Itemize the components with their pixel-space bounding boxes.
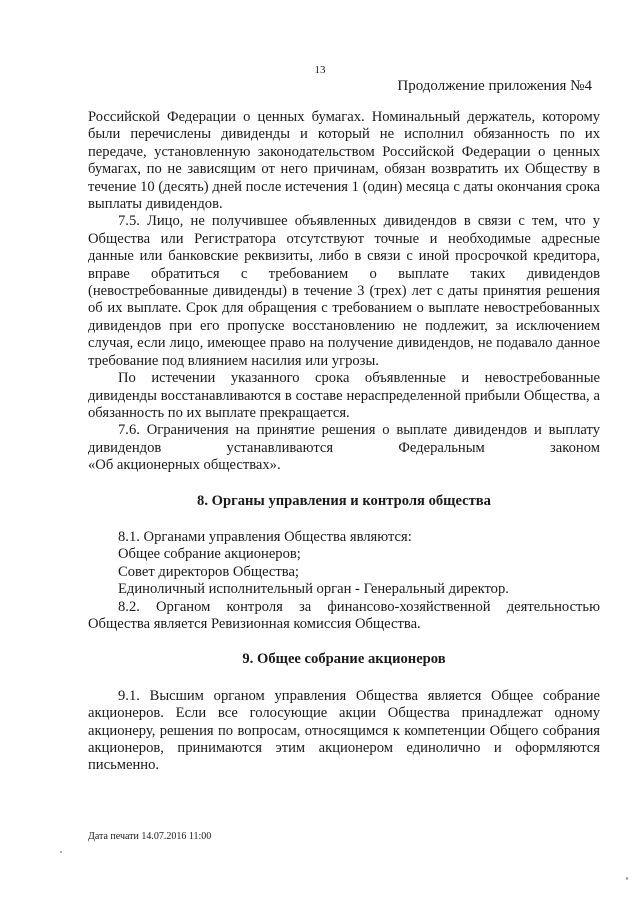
clause-8-1: 8.1. Органами управления Общества являются: <box>118 528 412 545</box>
page-number: 13 <box>314 64 326 76</box>
clause-7-6: 7.6. Ограничения на принятие решения о выплате дивидендов и выплату дивидендов устанавливаются Федеральным законом <box>88 422 600 456</box>
spacer <box>88 475 600 493</box>
clause-8-2: 8.2. Органом контроля за финансово-хозяйственной деятельностью Общества является Ревизионная комиссия Общества. <box>88 598 600 632</box>
spacer <box>88 669 600 688</box>
scan-speck <box>626 877 628 880</box>
document-body <box>88 109 600 775</box>
clause-9-1: 9.1. Высшим органом управления Общества является Общее собрание акционеров. Если все голосующие акции Общества принадлежат одному акционеру, решения по вопросам, относящимся к компетенции Общего собрания акционеров, принимаются этим акционером единолично и оформляются письменно. <box>88 687 600 774</box>
governing-body-item: Единоличный исполнительный орган - Генеральный директор. <box>118 581 509 598</box>
section-8-heading: 8. Органы управления и контроля общества <box>197 492 491 509</box>
spacer <box>88 510 600 529</box>
paragraph-nominee-holder: Российской Федерации о ценных бумагах. Номинальный держатель, которому были перечислены дивиденды и который не исполнил обязанность по их передаче, установленную законодательством Российской Федерации о ценных бумагах, по не зависящим от него причинам, обязан возвратить их Обществу в течение 10 (десять) дней после истечения 1 (один) месяца с даты окончания срока выплаты дивидендов. <box>88 109 600 213</box>
governing-body-item: Совет директоров Общества; <box>118 563 299 580</box>
clause-7-5: 7.5. Лицо, не получившее объявленных дивидендов в связи с тем, что у Общества или Регистратора отсутствуют точные и необходимые адресные данные или банковские реквизиты, либо в связи с иной просрочкой кредитора, вправе обратиться с требованием о выплате таких дивидендов (невостребованные дивиденды) в течение 3 (трех) лет с даты принятия решения об их выплате. Срок для обращения с требованием о выплате невостребованных дивидендов при его пропуске восстановлению не подлежит, за исключением случая, если лицо, имеющее право на получение дивидендов, не подавало данное требование под влиянием насилия или угрозы. <box>88 213 600 369</box>
print-date: Дата печати 14.07.2016 11:00 <box>88 831 212 842</box>
spacer <box>88 633 600 651</box>
section-9-heading: 9. Общее собрание акционеров <box>242 651 446 668</box>
appendix-continuation-note: Продолжение приложения №4 <box>397 78 592 94</box>
clause-7-6-law-name: «Об акционерных обществах». <box>88 457 281 474</box>
paragraph-expiry: По истечении указанного срока объявленные и невостребованные дивиденды восстанавливаются в составе нераспределенной прибыли Общества, а обязанность по их выплате прекращается. <box>88 370 600 421</box>
scan-speck <box>60 851 62 853</box>
governing-body-item: Общее собрание акционеров; <box>118 546 301 563</box>
